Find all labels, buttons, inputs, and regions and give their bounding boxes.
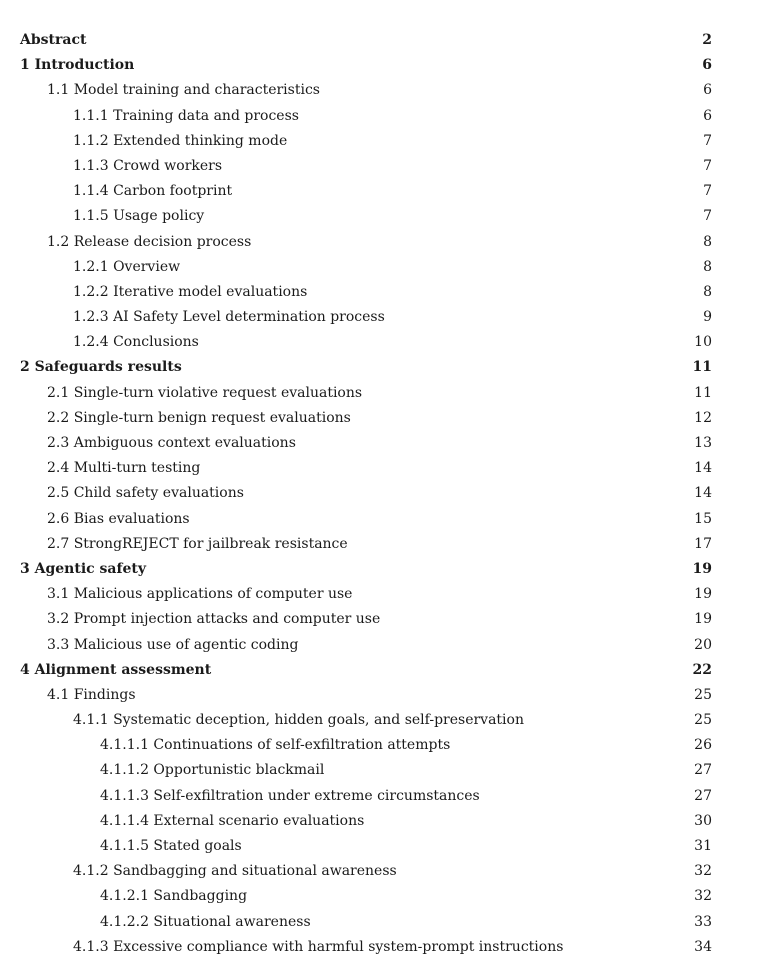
toc-entry-title[interactable]: 4.1.2.1 Sandbagging [100, 888, 248, 905]
toc-entry-title[interactable]: 1.1.1 Training data and process [73, 107, 299, 124]
toc-entry-page[interactable]: 19 [694, 611, 712, 628]
toc-entry[interactable] [20, 758, 712, 783]
toc-entry[interactable] [20, 834, 712, 859]
toc-entry-title[interactable]: 4.1.1 Systematic deception, hidden goals, and self-preservation [73, 712, 524, 729]
toc-entry-title[interactable]: 1.2.4 Conclusions [73, 334, 199, 351]
toc-entry[interactable] [20, 230, 712, 255]
toc-entry-page[interactable]: 11 [694, 384, 712, 401]
toc-entry-title[interactable]: 3.1 Malicious applications of computer use [47, 586, 353, 603]
toc-entry[interactable] [20, 784, 712, 809]
toc-entry-page[interactable]: 7 [703, 157, 712, 174]
toc-entry-title[interactable]: 2.7 StrongREJECT for jailbreak resistance [47, 535, 348, 552]
toc-entry-page[interactable]: 27 [694, 762, 712, 779]
toc-entry-page[interactable]: 6 [703, 107, 712, 124]
toc-entry-title[interactable]: 3.3 Malicious use of agentic coding [47, 636, 299, 653]
toc-entry[interactable] [20, 910, 712, 935]
toc-entry-page[interactable]: 2 [702, 32, 712, 48]
toc-entry-page[interactable]: 14 [694, 485, 712, 502]
toc-entry[interactable] [20, 481, 712, 506]
toc-entry-page[interactable]: 9 [703, 309, 712, 326]
toc-entry[interactable] [20, 355, 712, 380]
toc-entry[interactable] [20, 683, 712, 708]
toc-entry-page[interactable]: 33 [694, 913, 712, 930]
toc-entry-page[interactable]: 19 [692, 560, 712, 577]
toc-entry[interactable] [20, 708, 712, 733]
toc-entry-title[interactable]: 1.2 Release decision process [47, 233, 252, 250]
toc-entry[interactable] [20, 507, 712, 532]
toc-entry[interactable] [20, 406, 712, 431]
toc-entry[interactable] [20, 330, 712, 355]
toc-entry-page[interactable]: 32 [694, 888, 712, 905]
toc-entry[interactable] [20, 557, 712, 582]
toc-entry[interactable] [20, 305, 712, 330]
toc-entry[interactable] [20, 154, 712, 179]
toc-entry-title[interactable]: 4.1.1.1 Continuations of self-exfiltration attempts [100, 737, 451, 754]
toc-entry[interactable] [20, 53, 712, 78]
toc-entry-page[interactable]: 11 [692, 359, 712, 376]
toc-entry-page[interactable]: 12 [694, 409, 712, 426]
toc-entry[interactable] [20, 280, 712, 305]
toc-entry-page[interactable]: 34 [694, 938, 712, 955]
toc-entry-title[interactable]: Abstract [20, 32, 87, 48]
toc-entry-title[interactable]: 4.1 Findings [47, 686, 136, 703]
toc-entry-page[interactable]: 8 [703, 233, 712, 250]
toc-entry[interactable] [20, 658, 712, 683]
toc-entry-page[interactable]: 20 [694, 636, 712, 653]
toc-entry-title[interactable]: 4.1.1.2 Opportunistic blackmail [100, 762, 325, 779]
toc-entry-title[interactable]: 2.6 Bias evaluations [47, 510, 190, 527]
toc-entry-page[interactable]: 8 [703, 283, 712, 300]
toc-entry-page[interactable]: 15 [694, 510, 712, 527]
toc-entry[interactable] [20, 859, 712, 884]
toc-entry-title[interactable]: 1.1 Model training and characteristics [47, 82, 320, 99]
toc-entry-page[interactable]: 30 [694, 812, 712, 829]
toc-entry-title[interactable]: 4.1.3 Excessive compliance with harmful system-prompt instructions [73, 938, 564, 955]
toc-entry-title[interactable]: 1 Introduction [20, 57, 135, 74]
toc-entry-page[interactable]: 6 [702, 57, 712, 74]
toc-entry-page[interactable]: 6 [703, 82, 712, 99]
toc-entry[interactable] [20, 431, 712, 456]
toc-entry-page[interactable]: 25 [694, 686, 712, 703]
toc-entry-title[interactable]: 2.1 Single-turn violative request evaluations [47, 384, 363, 401]
toc-entry-page[interactable]: 7 [703, 132, 712, 149]
toc-entry-page[interactable]: 7 [703, 183, 712, 200]
toc-entry-page[interactable]: 32 [694, 863, 712, 880]
toc-entry[interactable] [20, 104, 712, 129]
toc-entry-title[interactable]: 1.1.3 Crowd workers [73, 157, 223, 174]
toc-entry-page[interactable]: 31 [694, 838, 712, 854]
toc-entry-title[interactable]: 1.1.4 Carbon footprint [73, 183, 233, 200]
toc-entry[interactable] [20, 28, 712, 53]
toc-entry-title[interactable]: 3 Agentic safety [20, 560, 147, 577]
toc-entry-page[interactable]: 22 [692, 661, 712, 678]
toc-entry-title[interactable]: 2.4 Multi-turn testing [47, 460, 201, 477]
toc-entry[interactable] [20, 809, 712, 834]
toc-entry-page[interactable]: 8 [703, 258, 712, 275]
toc-entry[interactable] [20, 733, 712, 758]
toc-entry-page[interactable]: 17 [694, 535, 712, 552]
toc-entry[interactable] [20, 582, 712, 607]
toc-entry-title[interactable]: 3.2 Prompt injection attacks and computer use [47, 611, 381, 628]
toc-entry-title[interactable]: 4.1.2 Sandbagging and situational awareness [73, 863, 397, 880]
toc-entry-title[interactable]: 4.1.1.4 External scenario evaluations [100, 812, 365, 829]
toc-entry-title[interactable]: 1.1.2 Extended thinking mode [73, 132, 288, 149]
toc-entry-page[interactable]: 25 [694, 712, 712, 729]
toc-entry-title[interactable]: 1.2.3 AI Safety Level determination process [73, 309, 385, 326]
toc-entry-title[interactable]: 4 Alignment assessment [20, 661, 212, 678]
toc-entry[interactable] [20, 532, 712, 557]
toc-entry-title[interactable]: 2.2 Single-turn benign request evaluations [47, 409, 351, 426]
toc-entry-title[interactable]: 4.1.1.5 Stated goals [100, 838, 242, 854]
toc-entry-page[interactable]: 27 [694, 787, 712, 804]
toc-entry-page[interactable]: 10 [694, 334, 712, 351]
toc-entry[interactable] [20, 935, 712, 960]
toc-entry-title[interactable]: 2.5 Child safety evaluations [47, 485, 244, 502]
toc-entry-title[interactable]: 4.1.2.2 Situational awareness [100, 913, 311, 930]
toc-entry[interactable] [20, 633, 712, 658]
toc-entry-title[interactable]: 1.2.1 Overview [73, 258, 181, 275]
toc-entry[interactable] [20, 129, 712, 154]
toc-entry[interactable] [20, 255, 712, 280]
toc-entry[interactable] [20, 607, 712, 632]
toc-entry[interactable] [20, 78, 712, 103]
toc-entry-page[interactable]: 13 [694, 435, 712, 451]
toc-entry-title[interactable]: 1.2.2 Iterative model evaluations [73, 283, 308, 300]
toc-entry-page[interactable]: 7 [703, 208, 712, 225]
table-of-contents [20, 28, 712, 960]
toc-entry[interactable] [20, 204, 712, 229]
toc-entry-title[interactable]: 4.1.1.3 Self-exfiltration under extreme circumstances [100, 787, 480, 804]
toc-entry-page[interactable]: 26 [694, 737, 712, 754]
toc-entry-title[interactable]: 2 Safeguards results [20, 359, 182, 376]
toc-entry-title[interactable]: 2.3 Ambiguous context evaluations [47, 435, 296, 451]
toc-entry-title[interactable]: 1.1.5 Usage policy [73, 208, 205, 225]
toc-entry[interactable] [20, 884, 712, 909]
toc-entry[interactable] [20, 179, 712, 204]
toc-entry-page[interactable]: 19 [694, 586, 712, 603]
toc-entry[interactable] [20, 381, 712, 406]
toc-entry-page[interactable]: 14 [694, 460, 712, 477]
toc-entry[interactable] [20, 456, 712, 481]
